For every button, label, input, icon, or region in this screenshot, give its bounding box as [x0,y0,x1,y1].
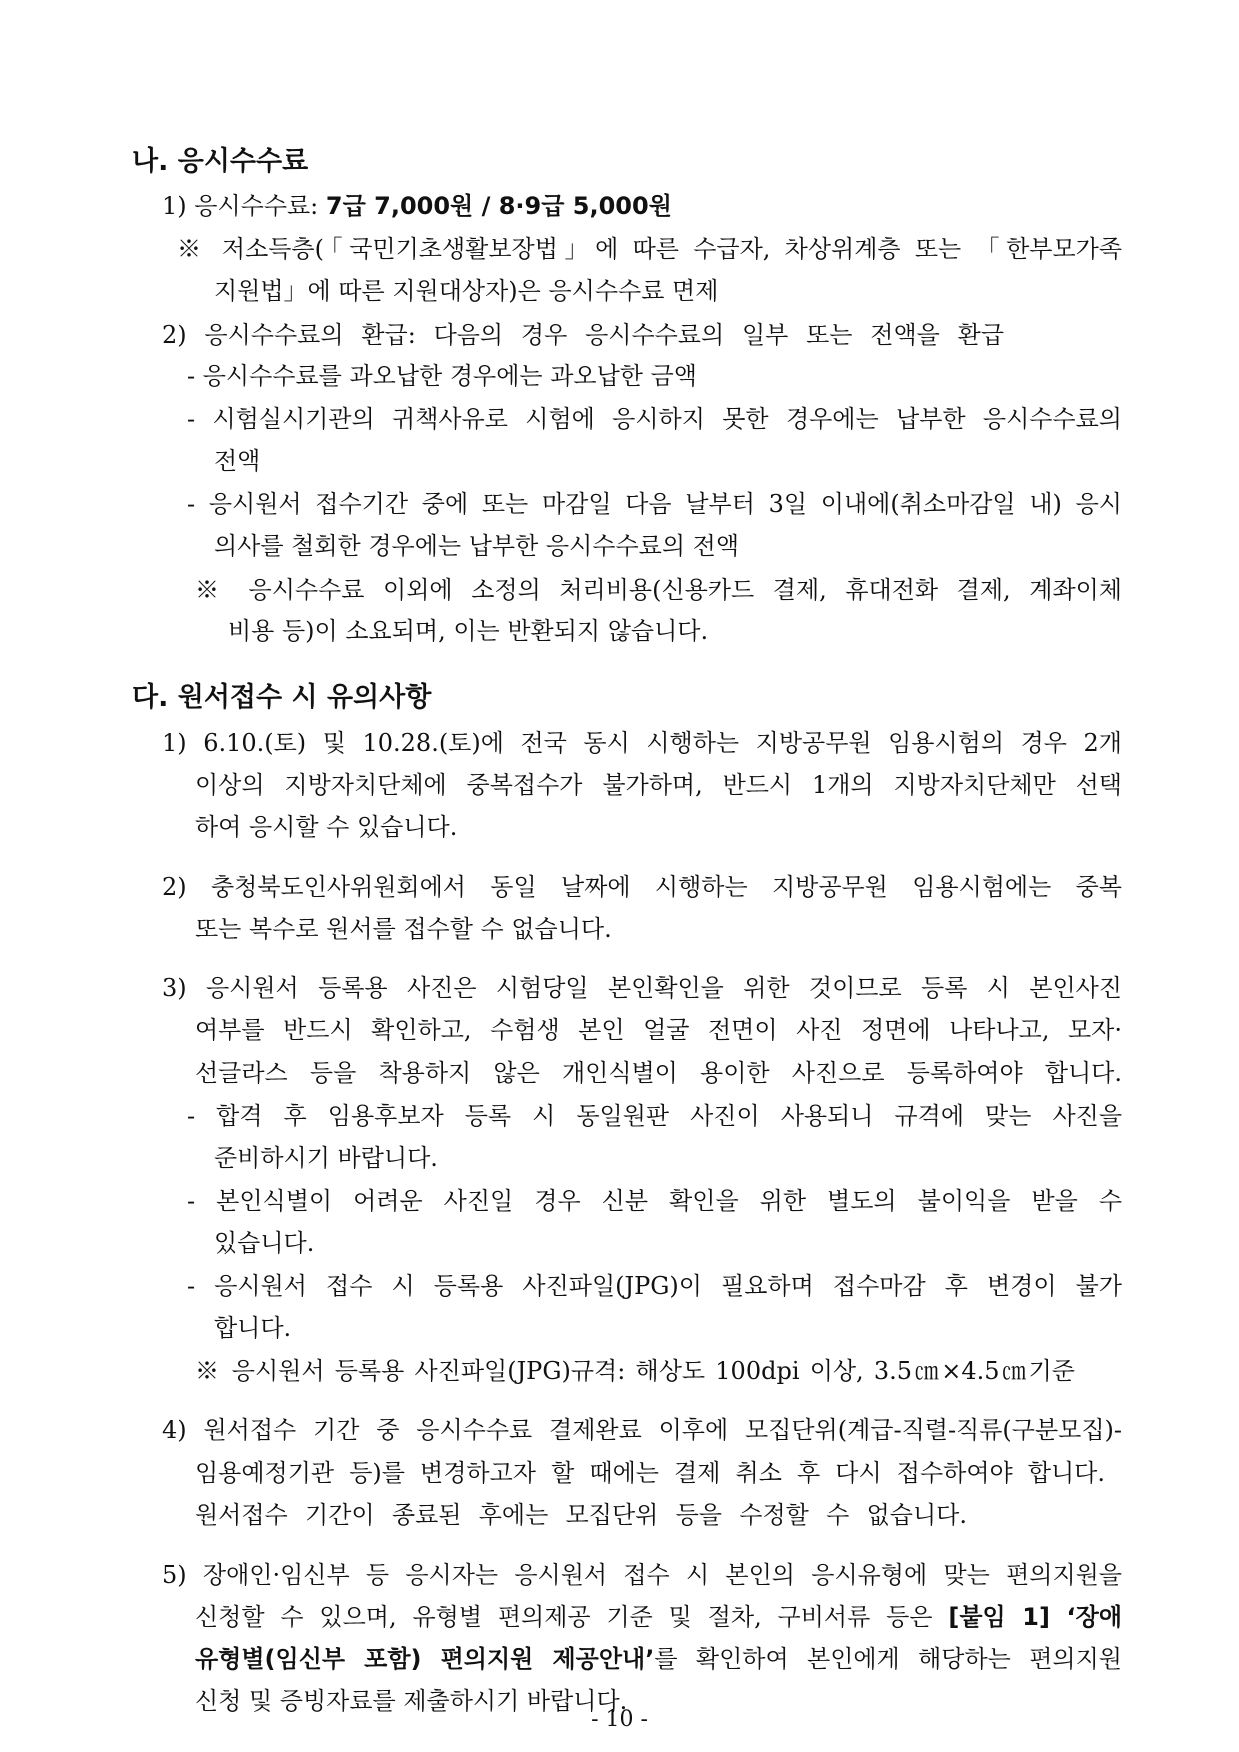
precaution-1: 1) 6.10.(토) 및 10.28.(토)에 전국 동시 시행하는 지방공무원 임용시험의 경우 2개 [162,729,1122,757]
precaution-5-cont3: 신청 및 증빙자료를 제출하시기 바랍니다. [195,1687,628,1715]
photo-note-jpg-required: - 응시원서 접수 시 등록용 사진파일(JPG)이 필요하며 접수마감 후 변경이 불가 [187,1272,1122,1300]
precaution-5: 5) 장애인·임신부 등 응시자는 응시원서 접수 시 본인의 응시유형에 맞는 편의지원을 [162,1561,1122,1589]
precaution-1-cont: 이상의 지방자치단체에 중복접수가 불가하며, 반드시 1개의 지방자치단체만 선택 [195,771,1122,799]
photo-note-jpg-required-cont: 합니다. [214,1314,292,1342]
fee-label: 1) 응시수수료: [162,192,326,220]
attachment-title: 유형별(임신부 포함) 편의지원 제공안내’ [195,1645,655,1673]
precaution-4-cont: 임용예정기관 등)를 변경하고자 할 때에는 결제 취소 후 다시 접수하여야 합니다. [195,1459,1105,1487]
precaution-5-cont2 [195,1642,1122,1676]
precaution-2: 2) 충청북도인사위원회에서 동일 날짜에 시행하는 지방공무원 임용시험에는 중복 [162,873,1122,901]
photo-spec-note: ※ 응시원서 등록용 사진파일(JPG)규격: 해상도 100dpi 이상, 3.5㎝×4.5㎝기준 [195,1357,1075,1385]
processing-cost-note: ※ 응시수수료 이외에 소정의 처리비용(신용카드 결제, 휴대전화 결제, 계좌이체 [195,576,1122,604]
processing-cost-note-cont: 비용 등)이 소요되며, 이는 반환되지 않습니다. [228,617,709,645]
fee-amount-line [162,189,672,223]
precaution-5-cont2-text: 를 확인하여 본인에게 해당하는 편의지원 [654,1645,1122,1673]
precaution-5-cont-text: 신청할 수 있으며, 유형별 편의제공 기준 및 절차, 구비서류 등은 [195,1603,949,1631]
photo-note-same-photo: - 합격 후 임용후보자 등록 시 동일원판 사진이 사용되니 규격에 맞는 사진을 [187,1102,1122,1130]
photo-note-identification-cont: 있습니다. [214,1229,315,1257]
page-number: - 10 - [591,1707,648,1732]
precaution-3-cont2: 선글라스 등을 착용하지 않은 개인식별이 용이한 사진으로 등록하여야 합니다. [195,1059,1122,1087]
precaution-1-cont2: 하여 응시할 수 있습니다. [195,813,458,841]
fee-refund-item: 2) 응시수수료의 환급: 다음의 경우 응시수수료의 일부 또는 전액을 환급 [162,321,1004,349]
refund-case-overpaid: - 응시수수료를 과오납한 경우에는 과오납한 금액 [187,362,697,390]
precaution-2-cont: 또는 복수로 원서를 접수할 수 없습니다. [195,915,612,943]
fee-exemption-note-cont: 지원법」에 따른 지원대상자)은 응시수수료 면제 [214,277,719,305]
photo-note-identification: - 본인식별이 어려운 사진일 경우 신분 확인을 위한 별도의 불이익을 받을 수 [187,1187,1122,1215]
refund-case-institution-fault-cont: 전액 [214,447,261,475]
fee-amount: 7급 7,000원 / 8·9급 5,000원 [325,192,672,220]
refund-case-withdrawal-cont: 의사를 철회한 경우에는 납부한 응시수수료의 전액 [214,532,740,560]
refund-case-institution-fault: - 시험실시기관의 귀책사유로 시험에 응시하지 못한 경우에는 납부한 응시수수료의 [187,405,1122,433]
precaution-3-cont: 여부를 반드시 확인하고, 수험생 본인 얼굴 전면이 사진 정면에 나타나고, 모자· [195,1016,1122,1044]
precaution-4: 4) 원서접수 기간 중 응시수수료 결제완료 이후에 모집단위(계급-직렬-직류(구분모집)- [162,1416,1122,1444]
attachment-reference: [붙임 1] ‘장애 [948,1603,1123,1631]
precaution-4-cont2: 원서접수 기간이 종료된 후에는 모집단위 등을 수정할 수 없습니다. [195,1501,967,1529]
precaution-5-cont [195,1600,1122,1634]
section-heading-fee: 나. 응시수수료 [132,146,309,177]
photo-note-same-photo-cont: 준비하시기 바랍니다. [214,1144,438,1172]
fee-exemption-note: ※ 저소득층(「국민기초생활보장법」에 따른 수급자, 차상위계층 또는 「한부모가족 [177,235,1122,263]
refund-case-withdrawal: - 응시원서 접수기간 중에 또는 마감일 다음 날부터 3일 이내에(취소마감일 내) 응시 [187,490,1122,518]
precaution-3: 3) 응시원서 등록용 사진은 시험당일 본인확인을 위한 것이므로 등록 시 본인사진 [162,974,1122,1002]
section-heading-precautions: 다. 원서접수 시 유의사항 [132,682,432,713]
